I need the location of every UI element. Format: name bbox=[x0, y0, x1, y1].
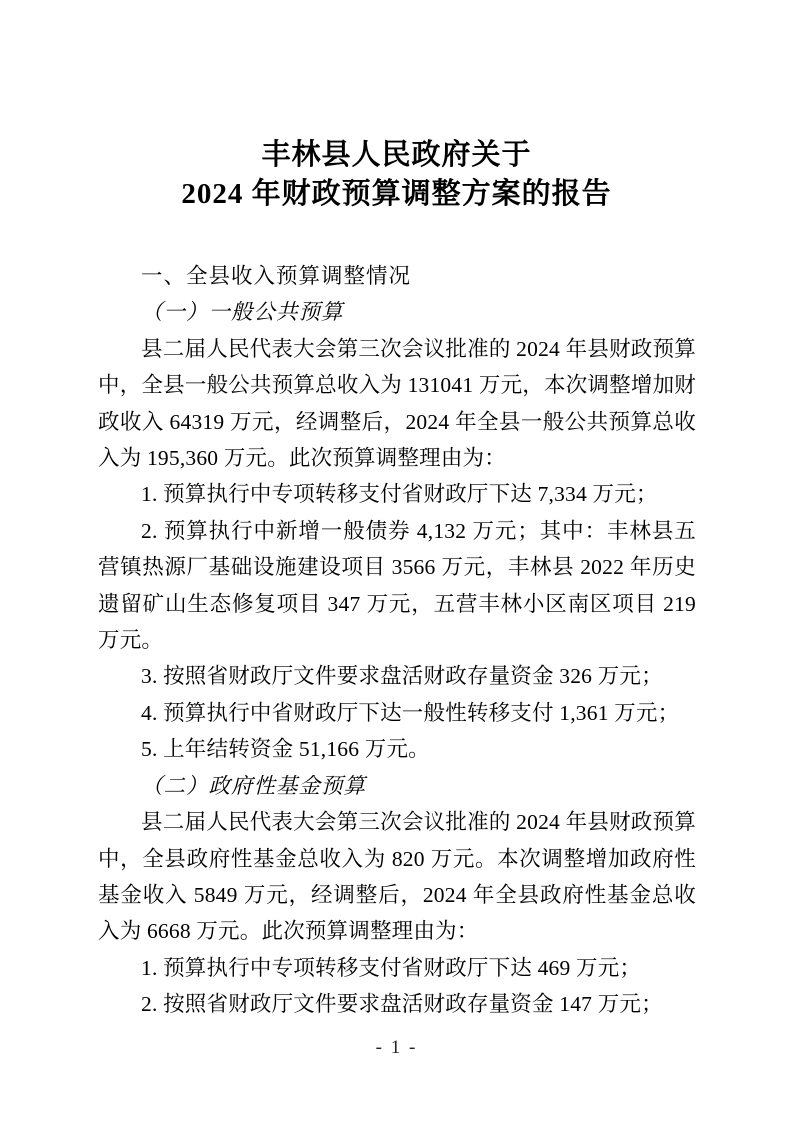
list-item: 2. 预算执行中新增一般债券 4,132 万元；其中：丰林县五营镇热源厂基础设施建设项目 3566 万元，丰林县 2022 年历史遗留矿山生态修复项目 347 万元，五营丰林小区南区项目 219 万元。 bbox=[98, 518, 696, 653]
list-item: 5. 上年结转资金 51,166 万元。 bbox=[141, 737, 430, 762]
section-heading-income-adjustment: 一、全县收入预算调整情况 bbox=[141, 264, 412, 288]
paragraph-government-fund-budget: 县二届人民代表大会第三次会议批准的 2024 年县财政预算中，全县政府性基金总收入为 820 万元。本次调整增加政府性基金收入 5849 万元，经调整后，2024 年全县政府性基金总收入为 6668 万元。此次预算调整理由为： bbox=[98, 810, 696, 944]
page-number: - 1 - bbox=[375, 1037, 418, 1058]
list-item: 1. 预算执行中专项转移支付省财政厅下达 7,334 万元； bbox=[141, 482, 658, 507]
list-item: 2. 按照省财政厅文件要求盘活财政存量资金 147 万元； bbox=[141, 992, 663, 1017]
document-title-line-2: 2024 年财政预算调整方案的报告 bbox=[181, 178, 612, 210]
subsection-heading-government-fund-budget: （二）政府性基金预算 bbox=[141, 773, 367, 798]
paragraph-general-public-budget: 县二届人民代表大会第三次会议批准的 2024 年县财政预算中，全县一般公共预算总收入为 131041 万元，本次调整增加财政收入 64319 万元，经调整后，2024 年全县一般公共预算总收入为 195,360 万元。此次预算调整理由为： bbox=[98, 336, 696, 471]
subsection-heading-general-public-budget: （一）一般公共预算 bbox=[141, 300, 344, 325]
document-body bbox=[98, 258, 696, 1023]
document-title-line-1: 丰林县人民政府关于 bbox=[261, 139, 532, 171]
document-title bbox=[0, 136, 793, 214]
list-item: 1. 预算执行中专项转移支付省财政厅下达 469 万元； bbox=[141, 955, 642, 980]
list-item: 3. 按照省财政厅文件要求盘活财政存量资金 326 万元； bbox=[141, 664, 663, 689]
list-item: 4. 预算执行中省财政厅下达一般性转移支付 1,361 万元； bbox=[141, 700, 680, 725]
